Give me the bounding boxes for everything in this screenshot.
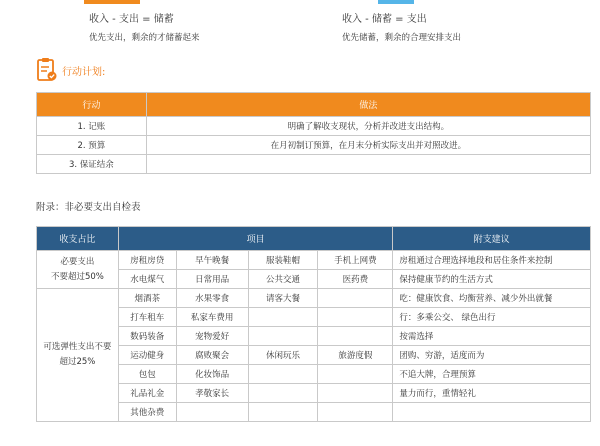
- column-header-method: 做法: [146, 93, 590, 117]
- table-header-row: [37, 93, 591, 117]
- item-cell: 日常用品: [176, 270, 248, 289]
- column-header-tips: 附支建议: [393, 227, 591, 251]
- item-cell: 请客大餐: [248, 289, 318, 308]
- appendix-title: 附录：非必要支出自检表: [36, 202, 141, 213]
- item-cell: 水电煤气: [118, 270, 176, 289]
- formula-left-desc: 优先支出，剩余的才储蓄起来: [89, 33, 200, 43]
- item-cell: 宠物爱好: [176, 327, 248, 346]
- item-cell: [248, 384, 318, 403]
- item-cell: [176, 403, 248, 422]
- tip-cell: 吃：健康饮食、均衡营养、减少外出就餐: [393, 289, 591, 308]
- item-cell: [318, 403, 393, 422]
- tip-cell: 行：多乘公交、 绿色出行: [393, 308, 591, 327]
- tip-cell: 不追大牌，合理预算: [393, 365, 591, 384]
- item-cell: [248, 365, 318, 384]
- table-row: [37, 384, 591, 403]
- tip-cell: 按需选择: [393, 327, 591, 346]
- formula-right-desc: 优先储蓄，剩余的合理安排支出: [342, 33, 462, 43]
- item-cell: 礼品礼金: [118, 384, 176, 403]
- method-cell: [146, 155, 590, 174]
- item-cell: [318, 384, 393, 403]
- item-cell: [248, 327, 318, 346]
- column-header-ratio: 收支占比: [37, 227, 119, 251]
- item-cell: 旅游度假: [318, 346, 393, 365]
- table-row: [37, 346, 591, 365]
- formula-left: [89, 10, 200, 43]
- expense-checklist-table: [36, 226, 591, 422]
- column-header-action: 行动: [37, 93, 147, 117]
- group-label-line: 不要超过50%: [50, 271, 104, 282]
- item-cell: [318, 327, 393, 346]
- item-cell: 数码装备: [118, 327, 176, 346]
- table-row: [37, 327, 591, 346]
- formula-accent-bar-left: [84, 0, 140, 4]
- method-cell: 在月初制订预算，在月末分析实际支出并对照改进。: [146, 136, 590, 155]
- action-cell: 3. 保证结余: [37, 155, 147, 174]
- action-cell: 2. 预算: [37, 136, 147, 155]
- formula-right: [342, 10, 461, 43]
- table-header-row: [37, 227, 591, 251]
- group-label-line: 可选弹性支出不要: [43, 342, 112, 352]
- tip-cell: 团购、穷游，适度而为: [393, 346, 591, 365]
- group-label-line: 超过25%: [59, 357, 96, 367]
- action-plan-table: [36, 92, 591, 174]
- item-cell: 化妆饰品: [176, 365, 248, 384]
- item-cell: 医药费: [318, 270, 393, 289]
- group-label-necessary: [37, 251, 119, 289]
- table-row: [37, 289, 591, 308]
- table-row: [37, 308, 591, 327]
- table-row: [37, 403, 591, 422]
- item-cell: [248, 403, 318, 422]
- tip-cell: 房租通过合理选择地段和居住条件来控制: [393, 251, 591, 270]
- group-label-optional: [37, 289, 119, 422]
- formula-left-title: 收入 - 支出 = 储蓄: [89, 14, 174, 25]
- method-cell: 明确了解收支现状，分析并改进支出结构。: [146, 117, 590, 136]
- item-cell: [248, 308, 318, 327]
- item-cell: 公共交通: [248, 270, 318, 289]
- item-cell: 房租房贷: [118, 251, 176, 270]
- action-cell: 1. 记账: [37, 117, 147, 136]
- column-header-items: 项目: [118, 227, 392, 251]
- group-label-line: 必要支出: [60, 256, 95, 267]
- item-cell: 私家车费用: [176, 308, 248, 327]
- item-cell: 包包: [118, 365, 176, 384]
- item-cell: 烟酒茶: [118, 289, 176, 308]
- formula-accent-bar-right: [378, 0, 414, 4]
- table-row: [37, 270, 591, 289]
- item-cell: 早午晚餐: [176, 251, 248, 270]
- item-cell: 孝敬家长: [176, 384, 248, 403]
- item-cell: 水果零食: [176, 289, 248, 308]
- tip-cell: 量力而行，重情轻礼: [393, 384, 591, 403]
- table-row: [37, 155, 591, 174]
- formula-right-title: 收入 - 储蓄 = 支出: [342, 14, 427, 25]
- item-cell: [318, 289, 393, 308]
- action-plan-heading: [36, 56, 105, 84]
- table-row: [37, 365, 591, 384]
- item-cell: 服装鞋帽: [248, 251, 318, 270]
- item-cell: [318, 365, 393, 384]
- tip-cell: 保持健康节约的生活方式: [393, 270, 591, 289]
- table-row: [37, 117, 591, 136]
- item-cell: 手机上网费: [318, 251, 393, 270]
- item-cell: 运动健身: [118, 346, 176, 365]
- item-cell: 腐败聚会: [176, 346, 248, 365]
- action-plan-title: 行动计划:: [62, 66, 106, 78]
- table-row: [37, 251, 591, 270]
- item-cell: [318, 308, 393, 327]
- tip-cell: [393, 403, 591, 422]
- clipboard-check-icon: [36, 57, 58, 83]
- item-cell: 打车租车: [118, 308, 176, 327]
- table-row: [37, 136, 591, 155]
- item-cell: 其他杂费: [118, 403, 176, 422]
- item-cell: 休闲玩乐: [248, 346, 318, 365]
